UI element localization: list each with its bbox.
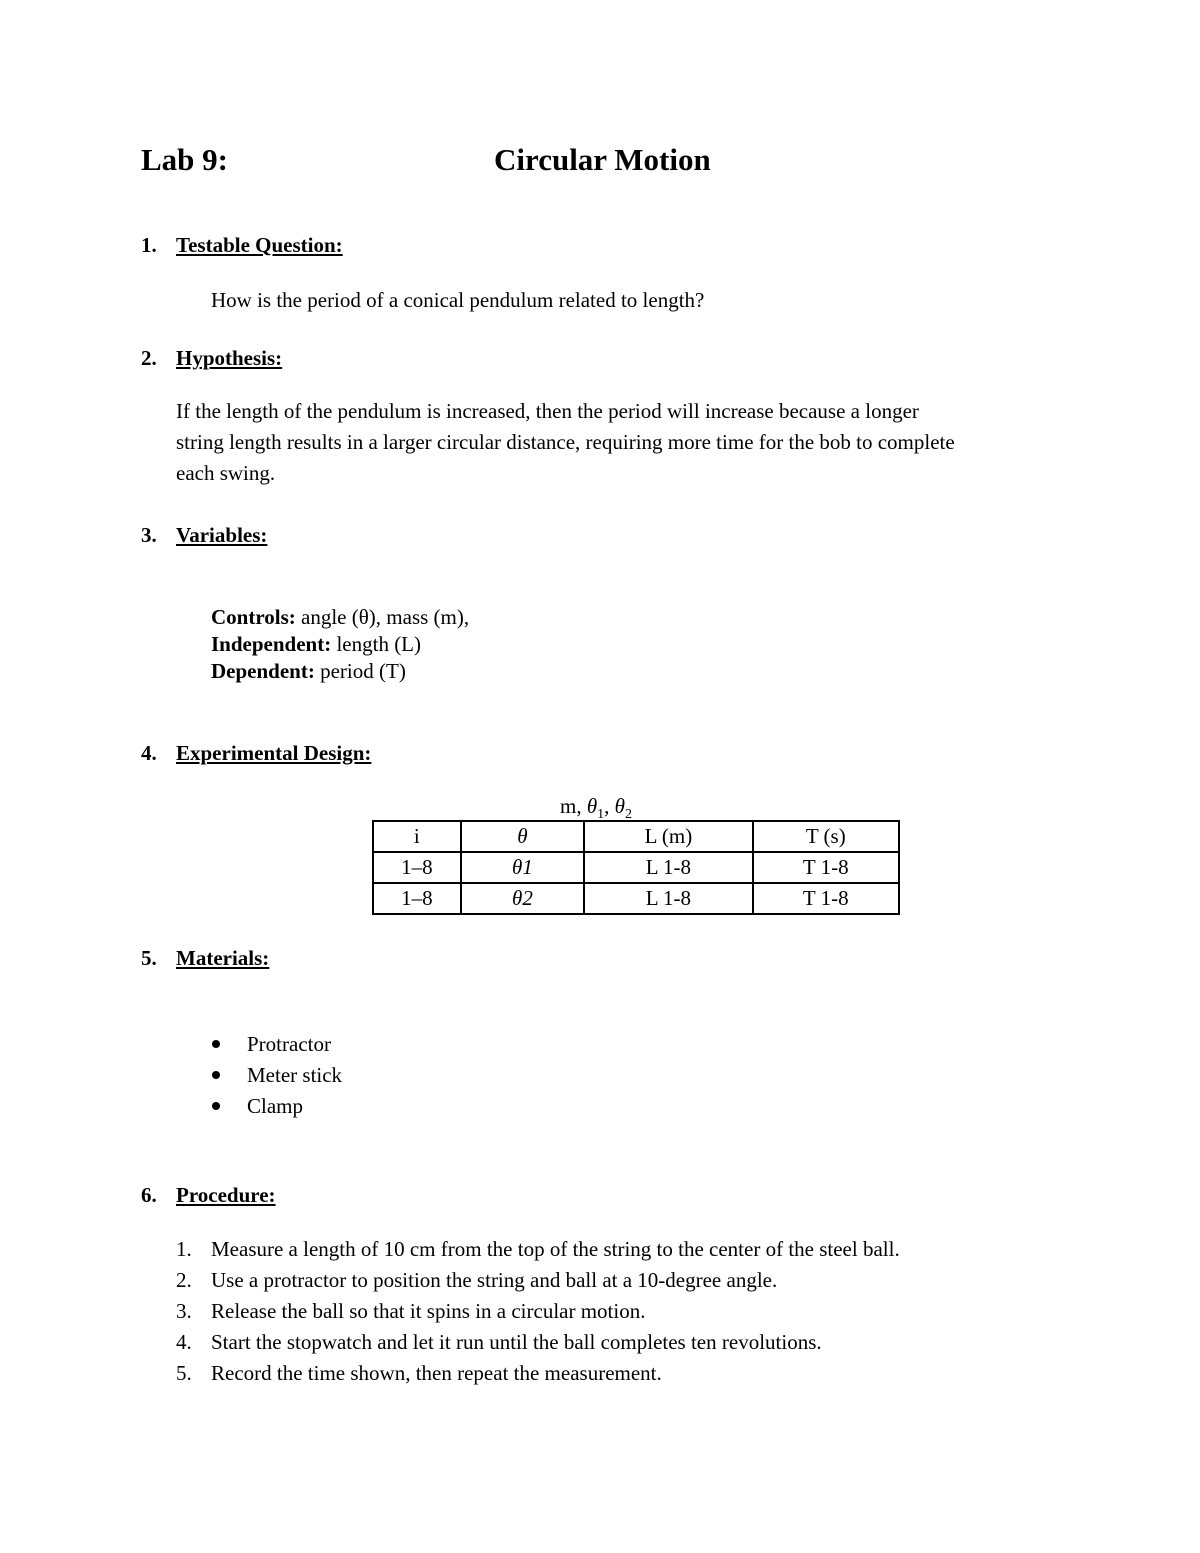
- controls-value: angle (θ), mass (m),: [301, 605, 470, 629]
- step-number: 2.: [176, 1268, 192, 1292]
- column-header: θ: [461, 821, 585, 852]
- controls-label: Controls:: [211, 605, 296, 629]
- step-text: Measure a length of 10 cm from the top of the string to the center of the steel ball.: [211, 1237, 900, 1261]
- dependent-value: period (T): [320, 659, 406, 683]
- dependent-label: Dependent:: [211, 659, 315, 683]
- table-row: [373, 883, 899, 914]
- step-text: Start the stopwatch and let it run until the ball completes ten revolutions.: [211, 1330, 822, 1354]
- list-item: Meter stick: [247, 1063, 343, 1087]
- section-heading-materials: Materials:: [176, 946, 270, 970]
- section-number: 2.: [141, 346, 157, 370]
- variable-controls: [211, 605, 469, 630]
- bullet-icon: [212, 1102, 220, 1110]
- caption-theta: θ: [586, 794, 598, 818]
- table-cell: 1–8: [373, 883, 461, 914]
- caption-sub: 2: [625, 807, 632, 823]
- section-number: 3.: [141, 523, 157, 547]
- table-cell: θ2: [461, 883, 585, 914]
- lab-label: Lab 9:: [141, 142, 228, 177]
- page-title: Circular Motion: [494, 142, 711, 177]
- section-number: 4.: [141, 741, 157, 765]
- caption-sub: 1: [597, 807, 605, 823]
- list-item: Protractor: [247, 1032, 331, 1056]
- section-number: 5.: [141, 946, 157, 970]
- caption-text: ,: [604, 794, 615, 818]
- table-cell: L 1-8: [584, 852, 752, 883]
- section-heading-variables: Variables:: [176, 523, 268, 547]
- question-text: How is the period of a conical pendulum related to length?: [211, 288, 705, 312]
- table-cell: θ1: [461, 852, 585, 883]
- step-number: 5.: [176, 1361, 192, 1385]
- variable-dependent: [211, 659, 406, 684]
- step-number: 4.: [176, 1330, 192, 1354]
- caption-text: m,: [560, 794, 587, 818]
- hypothesis-line: each swing.: [176, 461, 276, 485]
- column-header: T (s): [753, 821, 899, 852]
- step-number: 3.: [176, 1299, 192, 1323]
- section-number: 1.: [141, 233, 157, 257]
- variable-independent: [211, 632, 421, 657]
- design-table: [372, 820, 900, 915]
- table-cell: 1–8: [373, 852, 461, 883]
- bullet-icon: [212, 1071, 220, 1079]
- independent-value: length (L): [336, 632, 422, 656]
- hypothesis-line: string length results in a larger circular distance, requiring more time for the bob to complete: [176, 430, 955, 454]
- section-heading-question: Testable Question:: [176, 233, 343, 257]
- section-heading-hypothesis: Hypothesis:: [176, 346, 283, 370]
- table-cell: L 1-8: [584, 883, 752, 914]
- hypothesis-line: If the length of the pendulum is increased, then the period will increase because a longer: [176, 399, 919, 423]
- table-cell: T 1-8: [753, 852, 899, 883]
- table-caption: [560, 794, 632, 823]
- step-number: 1.: [176, 1237, 192, 1261]
- section-heading-design: Experimental Design:: [176, 741, 372, 765]
- section-heading-procedure: Procedure:: [176, 1183, 276, 1207]
- list-item: Clamp: [247, 1094, 303, 1118]
- step-text: Release the ball so that it spins in a circular motion.: [211, 1299, 646, 1323]
- column-header: L (m): [584, 821, 752, 852]
- step-text: Record the time shown, then repeat the measurement.: [211, 1361, 662, 1385]
- table-row: [373, 852, 899, 883]
- caption-theta: θ: [614, 794, 625, 818]
- bullet-icon: [212, 1040, 220, 1048]
- section-number: 6.: [141, 1183, 157, 1207]
- table-header-row: [373, 821, 899, 852]
- step-text: Use a protractor to position the string and ball at a 10-degree angle.: [211, 1268, 778, 1292]
- column-header: i: [373, 821, 461, 852]
- table-cell: T 1-8: [753, 883, 899, 914]
- independent-label: Independent:: [211, 632, 332, 656]
